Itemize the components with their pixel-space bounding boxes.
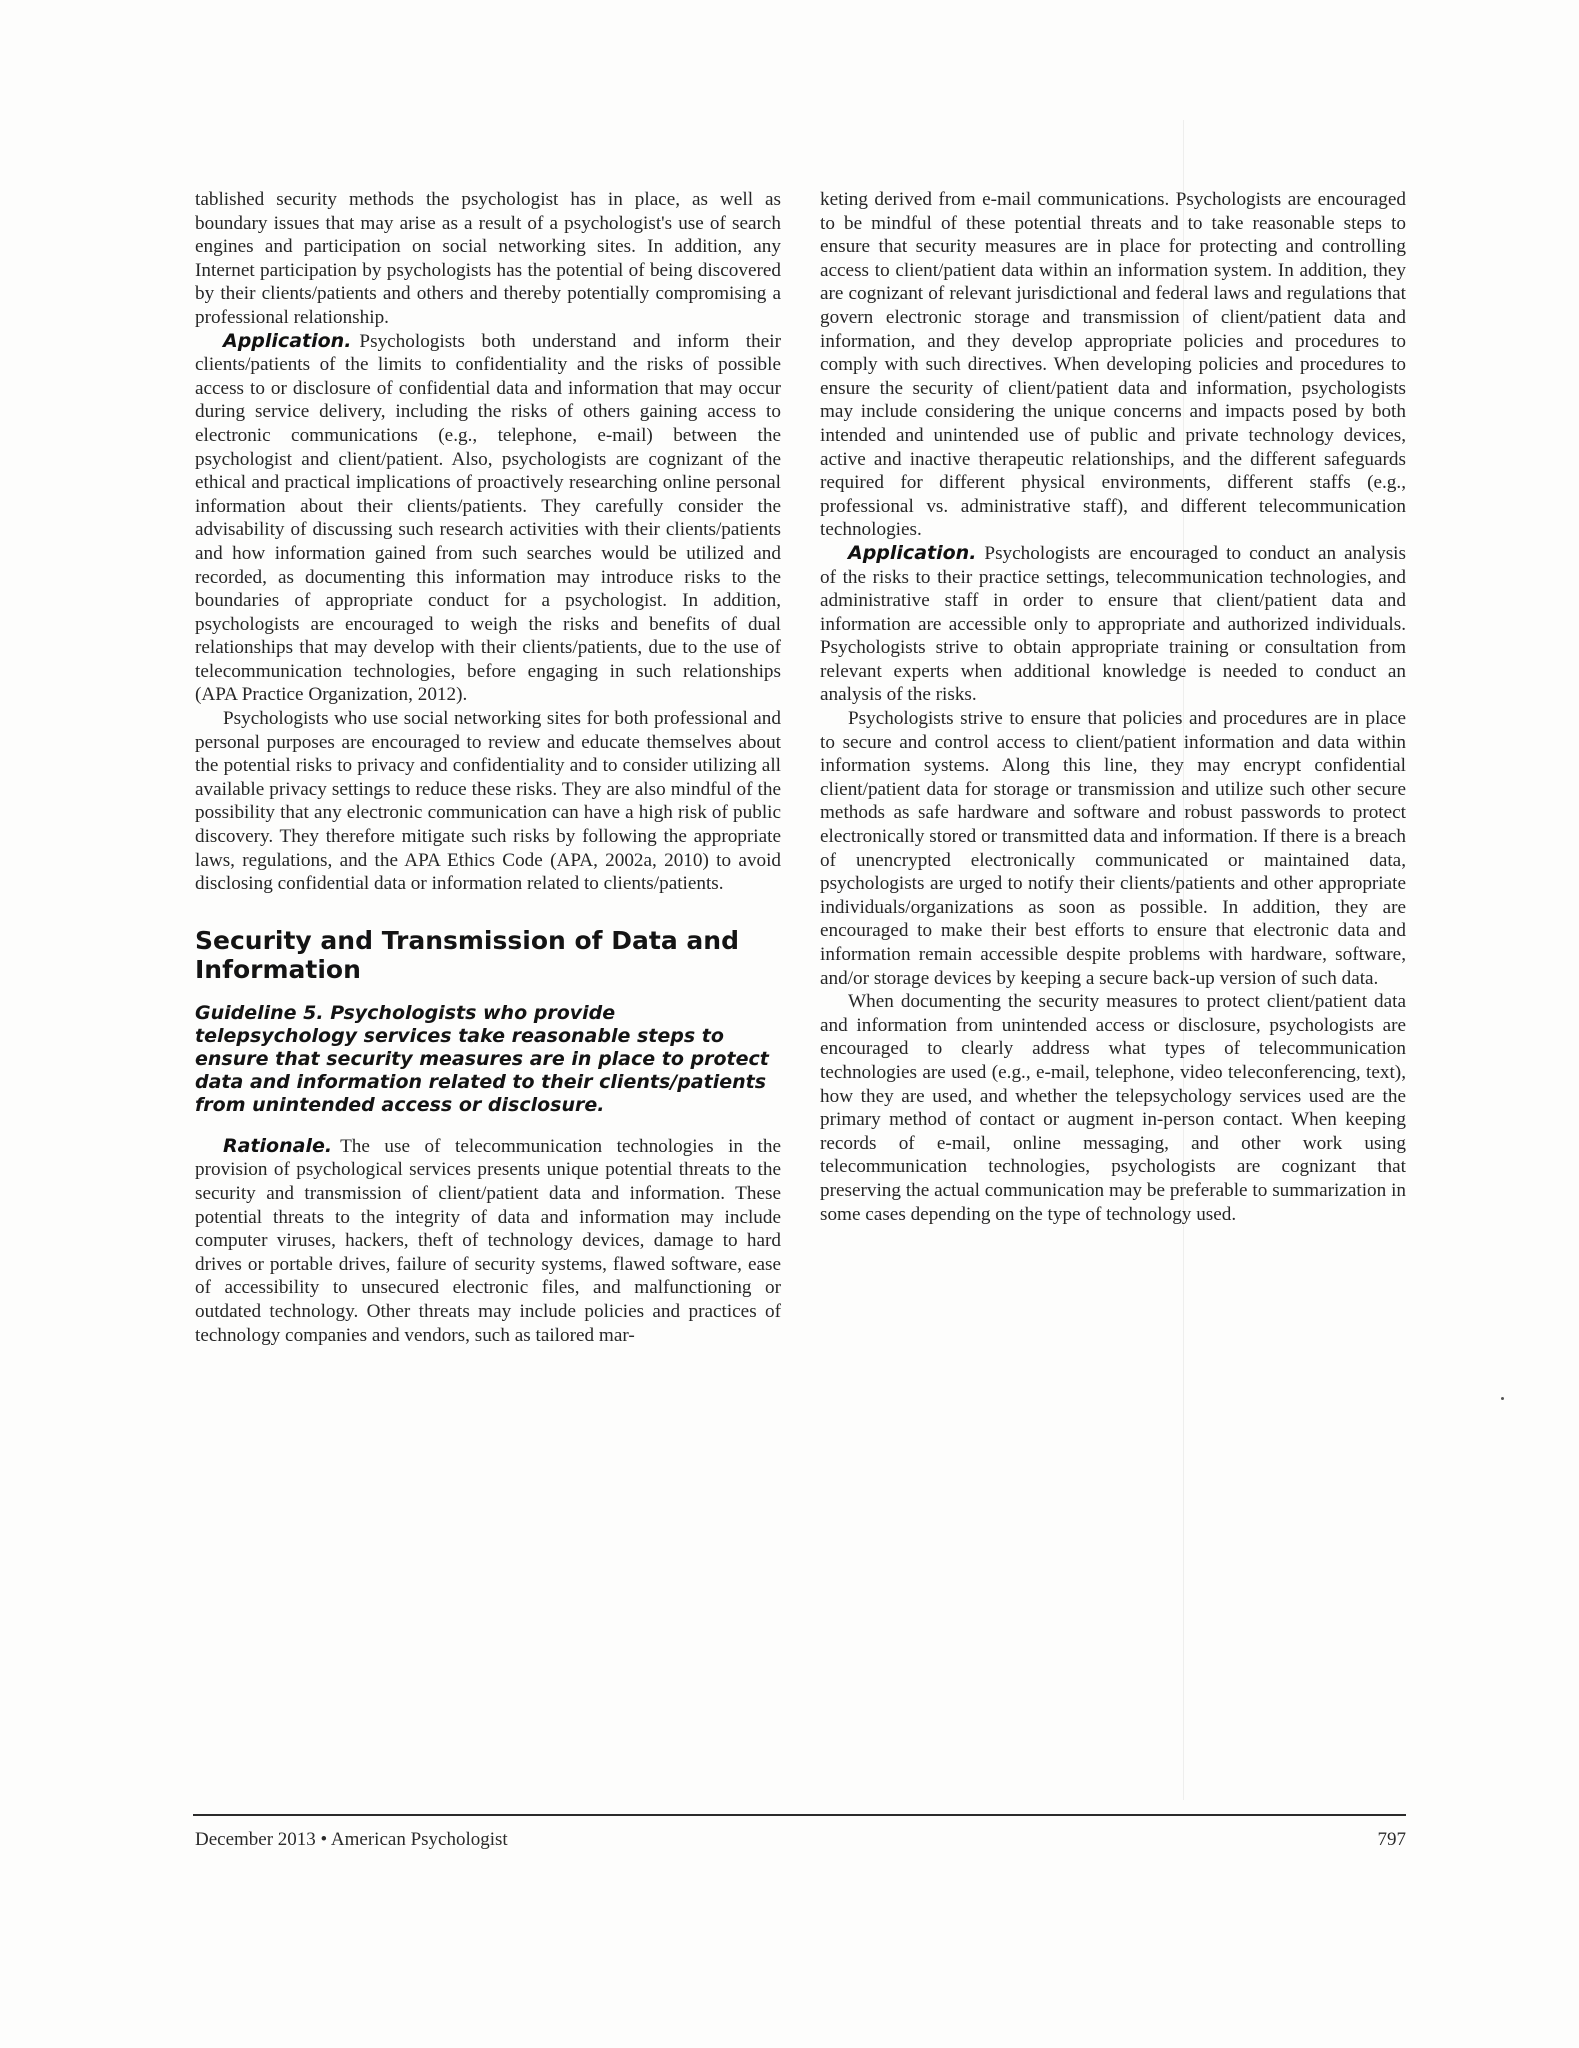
left-column (195, 188, 781, 1347)
left-paragraph-1: tablished security methods the psychologist has in place, as well as boundary issues that may arise as a result of a psychologist's use of search engines and participation on social networking sites. In addition, any Internet participation by psychologists has the potential of being discovered by their clients/patients and others and thereby potentially compromising a professional relationship. (195, 189, 781, 328)
guideline-5-statement: Guideline 5. Psychologists who provide telepsychology services take reasonable steps to ensure that security measures are in place to protect data and information related to their clients/patients from unintended access or disclosure. (195, 1001, 769, 1116)
left-paragraph-4 (195, 1135, 781, 1347)
right-column (820, 188, 1406, 1226)
left-paragraph-2-text: Psychologists both understand and inform their clients/patients of the limits to confidentiality and the risks of possible access to or disclosure of confidential data and information that may occur during service delivery, including the risks of others gaining access to electronic communications (e.g., telephone, e-mail) between the psychologist and client/patient. Also, psychologists are cognizant of the ethical and practical implications of proactively researching online personal information about their clients/patients. They carefully consider the advisability of discussing such research activities with their clients/patients and how information gained from such searches would be utilized and recorded, as documenting this information may introduce risks to the boundaries of appropriate conduct for a psychologist. In addition, psychologists are encouraged to weigh the risks and benefits of dual relationships that may develop with their clients/patients, due to the use of telecommunication technologies, before engaging in such relationships (APA Practice Organization, 2012). (195, 330, 781, 706)
right-paragraph-2-text: Psychologists are encouraged to conduct an analysis of the risks to their practice settings, telecommunication technologies, and administrative staff in order to ensure that client/patient data and information are accessible only to appropriate and authorized individuals. Psychologists strive to obtain appropriate training or consultation from relevant experts when additional knowledge is needed to conduct an analysis of the risks. (820, 542, 1406, 706)
footer-rule (193, 1814, 1406, 1816)
page-number: 797 (1377, 1829, 1406, 1850)
right-paragraph-4: When documenting the security measures to protect client/patient data and information from unintended access or disclosure, psychologists are encouraged to clearly address what types of telecommunication technologies are used (e.g., e-mail, telephone, video teleconferencing, text), how they are used, and whether the telepsychology services used are the primary method of contact or augment in-person contact. When keeping records of e-mail, online messaging, and other work using telecommunication technologies, psychologists are cognizant that preserving the actual communication may be preferable to summarization in some cases depending on the type of technology used. (820, 991, 1406, 1225)
section-title: Security and Transmission of Data and Information (195, 925, 739, 984)
left-paragraph-4-text: The use of telecommunication technologies in the provision of psychological services presents unique potential threats to the security and transmission of client/patient data and information. These potential threats to the integrity of data and information may include computer viruses, hackers, theft of technology devices, damage to hard drives or portable drives, failure of security systems, flawed software, ease of accessibility to unsecured electronic files, and malfunctioning or outdated technology. Other threats may include policies and practices of technology companies and vendors, such as tailored mar- (195, 1135, 781, 1346)
rationale-run-in-head: Rationale. (223, 1134, 333, 1157)
application-run-in-head: Application. (223, 329, 352, 352)
left-paragraph-2 (195, 330, 781, 708)
right-paragraph-3: Psychologists strive to ensure that policies and procedures are in place to secure and control access to client/patient information and data within information systems. Along this line, they may encrypt confidential client/patient data for storage or transmission and utilize such other secure methods as safe hardware and software and robust passwords to protect electronically stored or transmitted data and information. If there is a breach of unencrypted electronically communicated or maintained data, psychologists are urged to notify their clients/patients and other appropriate individuals/organizations as soon as possible. In addition, they are encouraged to make their best efforts to ensure that electronic data and information remain accessible despite problems with hardware, software, and/or storage devices by keeping a secure back-up version of such data. (820, 708, 1406, 989)
scan-speck (1501, 1397, 1504, 1400)
right-paragraph-2 (820, 542, 1406, 707)
application-run-in-head-2: Application. (848, 541, 977, 564)
right-paragraph-1: keting derived from e-mail communications. Psychologists are encouraged to be mindful of these potential threats and to take reasonable steps to ensure that security measures are in place for protecting and controlling access to client/patient data within an information system. In addition, they are cognizant of relevant jurisdictional and federal laws and regulations that govern electronic storage and transmission of client/patient data and information, and they develop appropriate policies and procedures to comply with such directives. When developing policies and procedures to ensure the security of client/patient data and information, psychologists may include considering the unique concerns and impacts posed by both intended and unintended use of public and private technology devices, active and inactive therapeutic relationships, and the different safeguards required for different physical environments, different staffs (e.g., professional vs. administrative staff), and different telecommunication technologies. (820, 189, 1406, 541)
left-paragraph-3: Psychologists who use social networking sites for both professional and personal purposes are encouraged to review and educate themselves about the potential risks to privacy and confidentiality and to consider utilizing all available privacy settings to reduce these risks. They are also mindful of the possibility that any electronic communication can have a high risk of public discovery. They therefore mitigate such risks by following the appropriate laws, regulations, and the APA Ethics Code (APA, 2002a, 2010) to avoid disclosing confidential data or information related to clients/patients. (195, 708, 781, 895)
footer-journal-info: December 2013 • American Psychologist (195, 1829, 508, 1850)
